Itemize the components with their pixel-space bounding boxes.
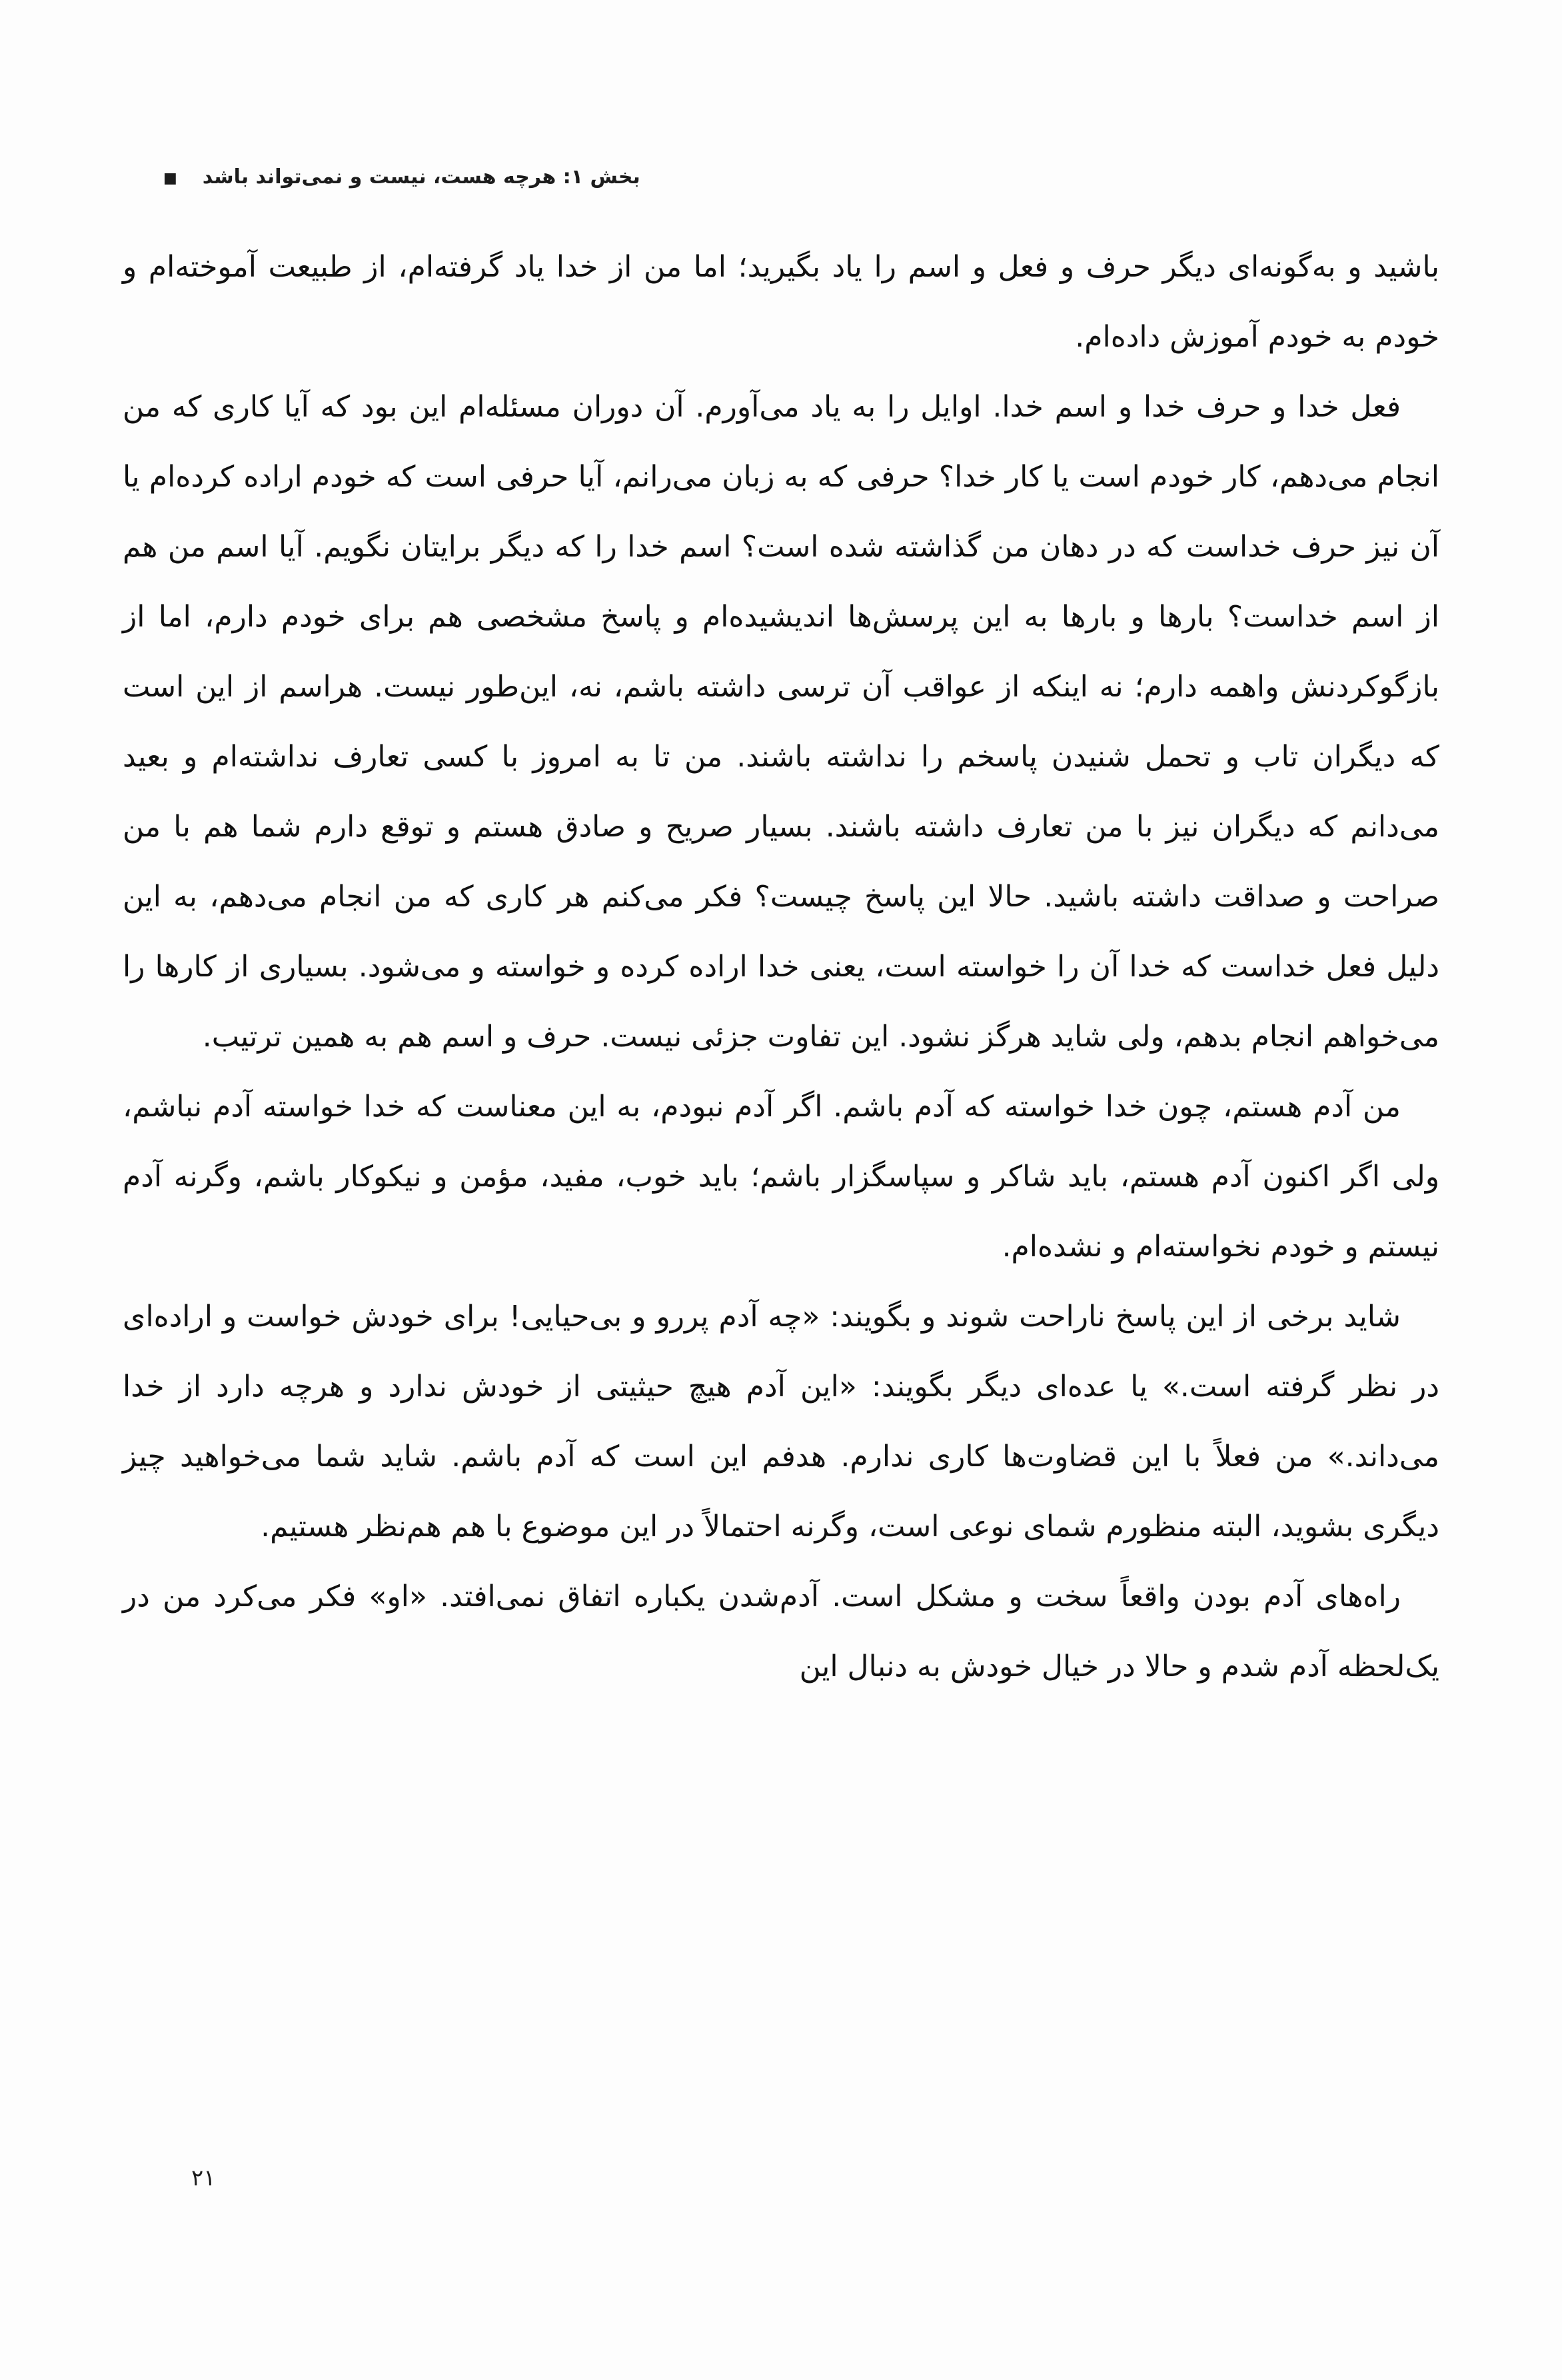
square-bullet-icon: ■ <box>163 169 177 187</box>
paragraph-1: باشید و به‌گونه‌ای دیگر حرف و فعل و اسم را یاد بگیرید؛ اما من از خدا یاد گرفته‌ام، از طبیعت آموخته‌ام و خودم به خودم آموزش داده‌ام. <box>123 250 1439 354</box>
chapter-header-text: بخش ۱: هرچه هست، نیست و نمی‌تواند باشد <box>202 165 640 189</box>
paragraph-3: من آدم هستم، چون خدا خواسته که آدم باشم. اگر آدم نبودم، به این معناست که خدا خواسته آدم نباشم، ولی اگر اکنون آدم هستم، باید شاکر و سپاسگزار باشم؛ باید خوب، مفید، مؤمن و نیکوکار باشم، وگرنه آدم نیستم و خودم نخواسته‌ام و نشده‌ام. <box>123 1090 1439 1264</box>
paragraph-4: شاید برخی از این پاسخ ناراحت شوند و بگویند: «چه آدم پررو و بی‌حیایی! برای خودش خواست و اراده‌ای در نظر گرفته است.» یا عده‌ای دیگر بگویند: «این آدم هیچ حیثیتی از خودش ندارد و هرچه دارد از خدا می‌داند.» من فعلاً با این قضاوت‌ها کاری ندارم. هدفم این است که آدم باشم. شاید شما می‌خواهید چیز دیگری بشوید، البته منظورم شمای نوعی است، وگرنه احتمالاً در این موضوع با هم هم‌نظر هستیم. <box>123 1300 1439 1544</box>
paragraph-5: راه‌های آدم بودن واقعاً سخت و مشکل است. آدم‌شدن یکباره اتفاق نمی‌افتد. «او» فکر می‌کرد من در یک‌لحظه آدم شدم و حالا در خیال خودش به دنبال این <box>123 1580 1439 1684</box>
running-header <box>163 165 640 189</box>
paragraph-2: فعل خدا و حرف خدا و اسم خدا. اوایل را به یاد می‌آورم. آن دوران مسئله‌ام این بود که آیا کاری که من انجام می‌دهم، کار خودم است یا کار خدا؟ حرفی که به زبان می‌رانم، آیا حرفی است که خودم اراده کرده‌ام یا آن نیز حرف خداست که در دهان من گذاشته شده است؟ اسم خدا را که دیگر برایتان نگویم. آیا اسم من هم از اسم خداست؟ بارها و بارها به این پرسش‌ها اندیشیده‌ام و پاسخ مشخصی هم برای خودم دارم، اما از بازگوکردنش واهمه دارم؛ نه اینکه از عواقب آن ترسی داشته باشم، نه، این‌طور نیست. هراسم از این است که دیگران تاب و تحمل شنیدن پاسخم را نداشته باشند. من تا به امروز با کسی تعارف نداشته‌ام و بعید می‌دانم که دیگران نیز با من تعارف داشته باشند. بسیار صریح و صادق هستم و توقع دارم شما هم با من صراحت و صداقت داشته باشید. حالا این پاسخ چیست؟ فکر می‌کنم هر کاری که من انجام می‌دهم، به این دلیل فعل خداست که خدا آن را خواسته است، یعنی خدا اراده کرده و خواسته و می‌شود. بسیاری از کارها را می‌خواهم انجام بدهم، ولی شاید هرگز نشود. این تفاوت جزئی نیست. حرف و اسم هم به همین ترتیب. <box>123 390 1439 1054</box>
page-body <box>123 232 1439 1702</box>
page-number: ۲۱ <box>191 2165 216 2191</box>
